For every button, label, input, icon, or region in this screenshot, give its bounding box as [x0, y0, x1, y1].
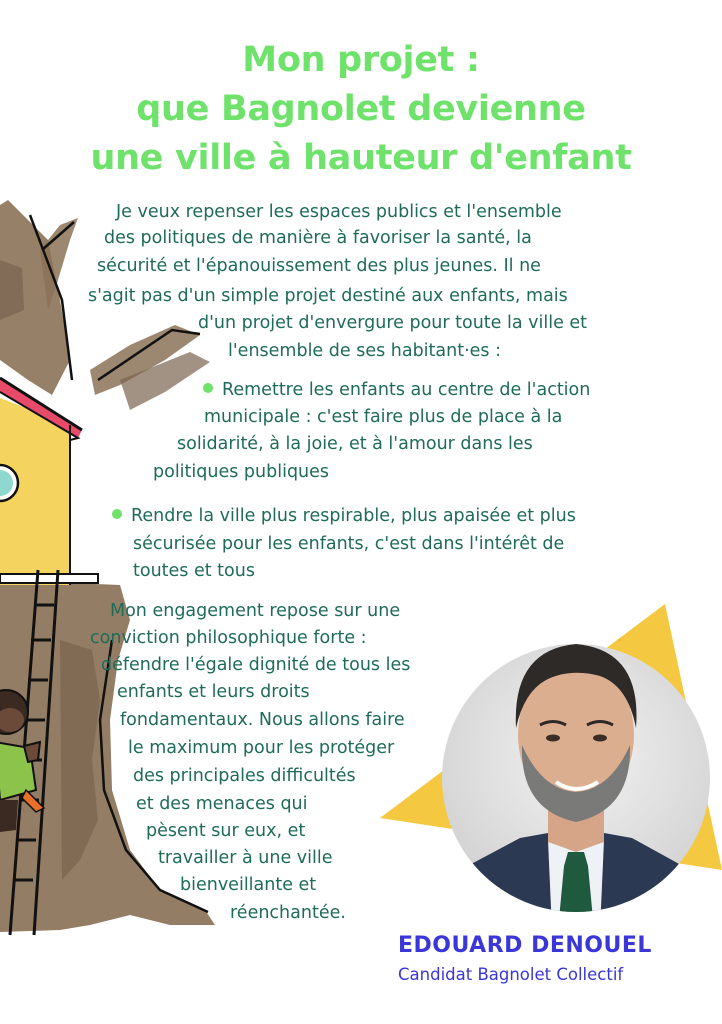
green-dot-icon: [203, 383, 213, 393]
engagement-line: le maximum pour les protéger: [128, 738, 395, 758]
treehouse-illustration: [0, 378, 98, 585]
engagement-line: bienveillante et: [180, 875, 317, 895]
bullet-line: sécurisée pour les enfants, c'est dans l'intérêt de: [133, 534, 565, 554]
engagement-line: et des menaces qui: [136, 794, 308, 814]
intro-line: l'ensemble de ses habitant·es :: [228, 341, 501, 361]
candidate-name: EDOUARD DENOUEL: [398, 933, 652, 958]
title-line-1: Mon projet :: [242, 40, 480, 80]
intro-line: des politiques de manière à favoriser la santé, la: [104, 228, 532, 248]
engagement-line: travailler à une ville: [158, 848, 333, 868]
engagement-line: enfants et leurs droits: [117, 682, 310, 702]
intro-line: s'agit pas d'un simple projet destiné aux enfants, mais: [88, 286, 568, 306]
bullet-line: Rendre la ville plus respirable, plus apaisée et plus: [131, 506, 576, 526]
bullet-line: politiques publiques: [153, 462, 330, 482]
engagement-line: conviction philosophique forte :: [90, 628, 367, 648]
intro-line: Je veux repenser les espaces publics et l'ensemble: [116, 202, 562, 222]
bullet-line: municipale : c'est faire plus de place à la: [204, 407, 563, 427]
intro-line: d'un projet d'envergure pour toute la ville et: [198, 313, 588, 333]
bullet-line: solidarité, à la joie, et à l'amour dans les: [177, 434, 533, 454]
title-line-2: que Bagnolet devienne: [136, 89, 586, 129]
page-title: [0, 36, 722, 183]
engagement-line: réenchantée.: [230, 903, 346, 923]
bullet-line: toutes et tous: [133, 561, 255, 581]
bullet-line: Remettre les enfants au centre de l'action: [222, 380, 591, 400]
candidate-role: Candidat Bagnolet Collectif: [398, 965, 624, 984]
engagement-line: fondamentaux. Nous allons faire: [120, 710, 405, 730]
green-dot-icon: [112, 509, 122, 519]
engagement-line: des principales difficultés: [133, 766, 356, 786]
title-line-3: une ville à hauteur d'enfant: [90, 138, 632, 178]
engagement-line: Mon engagement repose sur une: [110, 601, 401, 621]
engagement-line: pèsent sur eux, et: [146, 821, 306, 841]
intro-line: sécurité et l'épanouissement des plus jeunes. Il ne: [97, 256, 541, 276]
engagement-line: défendre l'égale dignité de tous les: [101, 655, 411, 675]
